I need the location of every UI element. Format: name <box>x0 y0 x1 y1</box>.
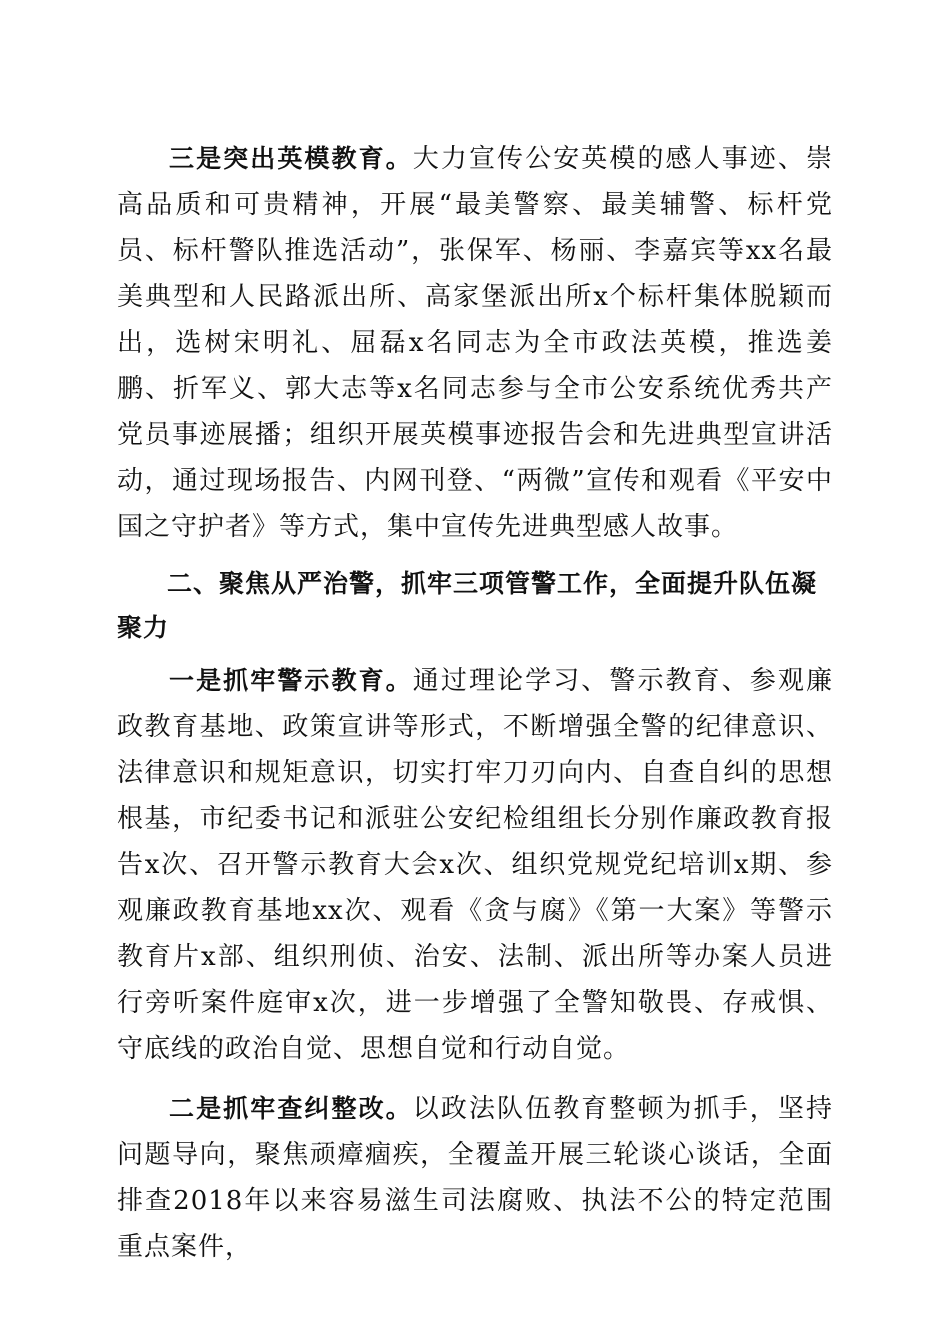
paragraph-text: 以政法队伍教育整顿为抓手，坚持问题导向，聚焦顽瘴痼疾，全覆盖开展三轮谈心谈话，全面排查2018年以来容易滋生司法腐败、执法不公的特定范围重点案件， <box>117 1094 833 1262</box>
section-heading-2: 二、聚焦从严治警，抓牢三项管警工作，全面提升队伍凝聚力 <box>117 569 818 642</box>
document-body <box>117 136 833 1270</box>
paragraph-text: 大力宣传公安英模的感人事迹、崇高品质和可贵精神，开展“最美警察、最美辅警、标杆党员、标杆警队推选活动”，张保军、杨丽、李嘉宾等xx名最美典型和人民路派出所、高家堡派出所x个标杆集体脱颖而出，选树宋明礼、屈磊x名同志为全市政法英模，推选姜鹏、折军义、郭大志等x名同志参与全市公安系统优秀共产党员事迹展播；组织开展英模事迹报告会和先进典型宣讲活动，通过现场报告、内网刊登、“两微”宣传和观看《平安中国之守护者》等方式，集中宣传先进典型感人故事。 <box>117 144 833 542</box>
paragraph-lead: 二是抓牢查纠整改。 <box>169 1094 413 1123</box>
paragraph-lead: 三是突出英模教育。 <box>169 144 413 173</box>
paragraph-warning-education <box>117 658 833 1072</box>
paragraph-hero-education <box>117 136 833 550</box>
paragraph-rectification <box>117 1086 833 1270</box>
paragraph-lead: 一是抓牢警示教育。 <box>169 666 413 695</box>
paragraph-text: 通过理论学习、警示教育、参观廉政教育基地、政策宣讲等形式，不断增强全警的纪律意识、法律意识和规矩意识，切实打牢刀刃向内、自查自纠的思想根基，市纪委书记和派驻公安纪检组组长分别作廉政教育报告x次、召开警示教育大会x次、组织党规党纪培训x期、参观廉政教育基地xx次、观看《贪与腐》《第一大案》等警示教育片x部、组织刑侦、治安、法制、派出所等办案人员进行旁听案件庭审x次，进一步增强了全警知敬畏、存戒惧、守底线的政治自觉、思想自觉和行动自觉。 <box>117 666 833 1064</box>
